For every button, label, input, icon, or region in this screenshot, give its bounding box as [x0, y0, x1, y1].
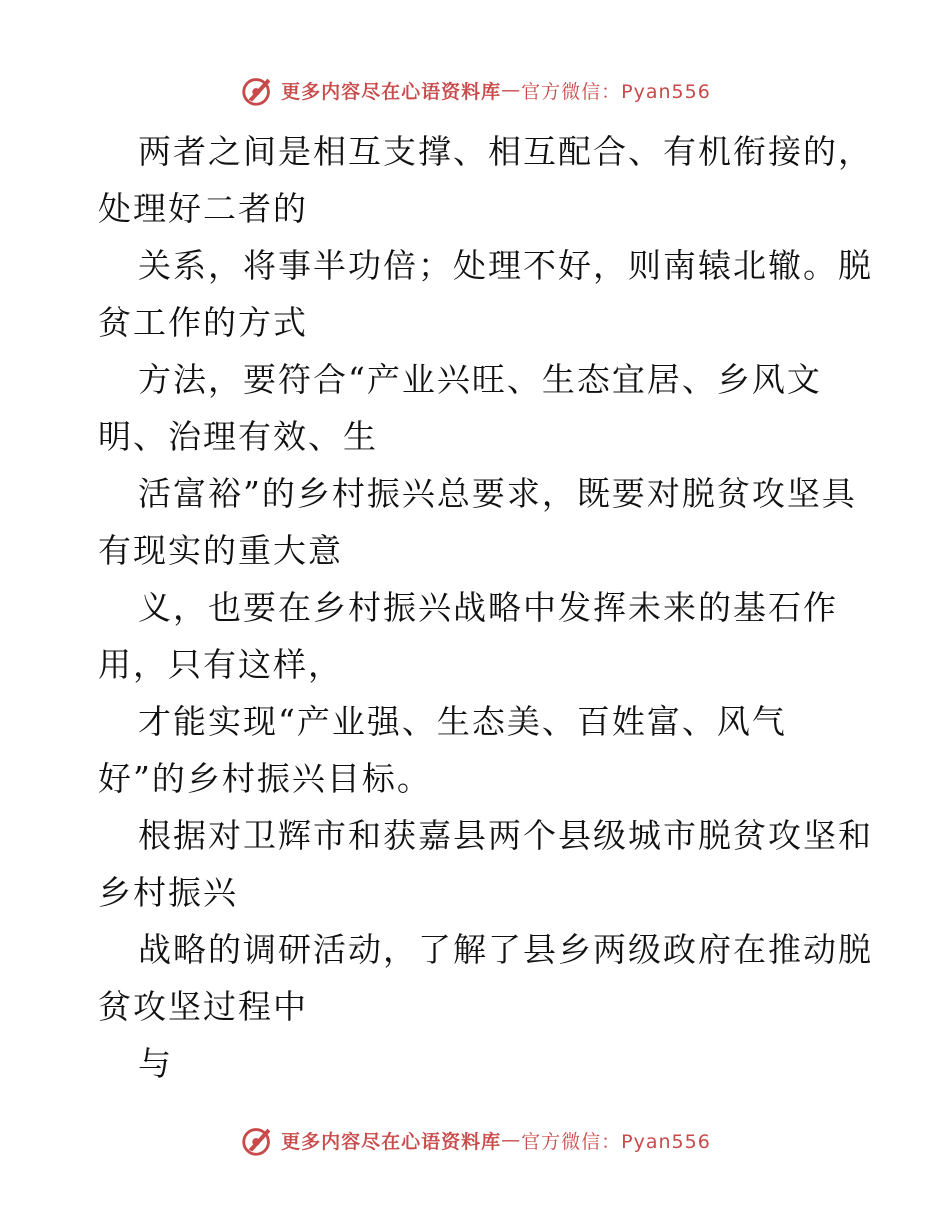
document-body	[98, 123, 873, 1092]
paragraph-line: 义，也要在乡村振兴战略中发挥未来的基石作	[138, 588, 838, 627]
paragraph	[98, 807, 873, 921]
watermark-brand: 更多内容尽在心语资料库	[281, 80, 502, 103]
header-watermark	[0, 70, 950, 110]
paragraph-line: 有现实的重大意	[98, 531, 343, 570]
watermark-brand: 更多内容尽在心语资料库	[281, 1130, 502, 1153]
paragraph	[98, 921, 873, 1035]
paragraph-line: 好”的乡村振兴目标。	[98, 759, 432, 798]
paragraph-line: 贫工作的方式	[98, 303, 308, 342]
paragraph-line: 明、治理有效、生	[98, 417, 378, 456]
paragraph	[98, 123, 873, 237]
paragraph	[98, 693, 858, 807]
paragraph-line: 战略的调研活动，了解了县乡两级政府在推动脱	[138, 930, 873, 969]
paragraph-line: 关系，将事半功倍；处理不好，则南辕北辙。脱	[138, 246, 873, 285]
paragraph-line: 活富裕”的乡村振兴总要求，既要对脱贫攻坚具	[138, 474, 857, 513]
paragraph	[98, 579, 858, 693]
quill-logo-icon	[239, 1121, 277, 1159]
paragraph-line: 贫攻坚过程中	[98, 987, 308, 1026]
quill-logo-icon	[239, 71, 277, 109]
paragraph	[98, 351, 858, 465]
paragraph	[98, 237, 873, 351]
paragraph	[98, 1035, 858, 1092]
paragraph-line: 方法，要符合“产业兴旺、生态宜居、乡风文	[138, 360, 822, 399]
paragraph-line: 两者之间是相互支撑、相互配合、有机衔接的，	[138, 132, 873, 171]
paragraph-line: 处理好二者的	[98, 189, 308, 228]
footer-watermark	[0, 1120, 950, 1160]
watermark-dash: —	[501, 1129, 522, 1151]
paragraph-line: 才能实现“产业强、生态美、百姓富、风气	[138, 702, 787, 741]
paragraph	[98, 465, 858, 579]
paragraph-line: 乡村振兴	[98, 873, 238, 912]
watermark-contact: 官方微信：Pyan556	[521, 80, 711, 103]
watermark-dash: —	[501, 79, 522, 101]
paragraph-line: 根据对卫辉市和获嘉县两个县级城市脱贫攻坚和	[138, 816, 873, 855]
watermark-contact: 官方微信：Pyan556	[521, 1130, 711, 1153]
paragraph-line: 与	[138, 1044, 173, 1083]
paragraph-line: 用，只有这样，	[98, 645, 343, 684]
